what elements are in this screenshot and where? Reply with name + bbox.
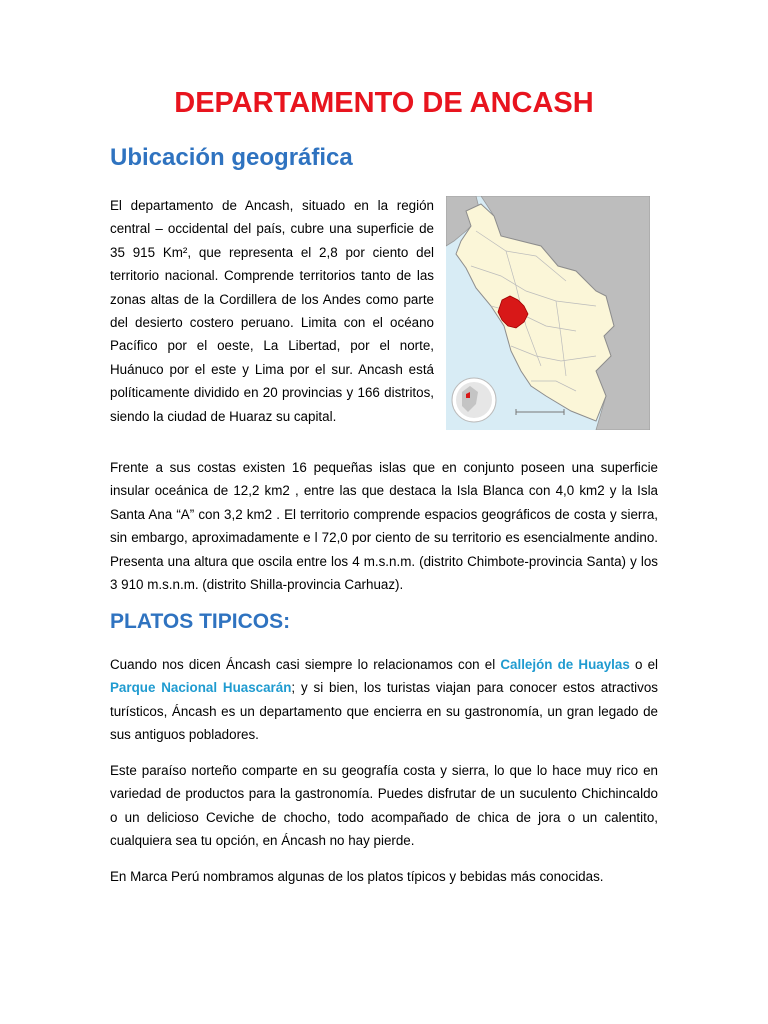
paragraph-gastronomia: Este paraíso norteño comparte en su geografía costa y sierra, lo que lo hace muy rico en variedad de productos para la gastronomía. Puedes disfrutar de un suculento Chichincaldo o un delicioso Ceviche de chocho, todo acompañado de chica de jora o un calentito, cualquiera sea tu opción, en Áncash no hay pierde. <box>110 763 658 849</box>
paragraph-ancash-intro <box>110 653 658 747</box>
text-fragment: Cuando nos dicen Áncash casi siempre lo relacionamos con el <box>110 657 501 672</box>
page-title: DEPARTAMENTO DE ANCASH <box>174 87 594 119</box>
paragraph-islas: Frente a sus costas existen 16 pequeñas islas que en conjunto poseen una superficie insular oceánica de 12,2 km2 , entre las que destaca la Isla Blanca con 4,0 km2 y la Isla Santa Ana “A” con 3,2 km2 . El territorio comprende espacios geográficos de costa y sierra, sin embargo, aproximadamente e l 72,0 por ciento de su territorio es esencialmente andino. Presenta una altura que oscila entre los 4 m.s.n.m. (distrito Chimbote-provincia Santa) y los 3 910 m.s.n.m. (distrito Shilla-provincia Carhuaz). <box>110 460 658 593</box>
paragraph-marca-peru: En Marca Perú nombramos algunas de los platos típicos y bebidas más conocidas. <box>110 869 604 884</box>
link-callejon-de-huaylas[interactable]: Callejón de Huaylas <box>500 657 630 672</box>
peru-map-image <box>446 196 650 430</box>
peru-map-icon <box>446 196 650 430</box>
paragraph-ubicacion: El departamento de Ancash, situado en la región central – occidental del país, cubre una superficie de 35 915 Km², que representa el 2,8 por ciento del territorio nacional. Comprende territorios tanto de las zonas altas de la Cordillera de los Andes como parte del desierto costero peruano. Limita con el océano Pacífico por el oeste, La Libertad, por el norte, Huánuco por el este y Lima por el sur. Ancash está políticamente dividido en 20 provincias y 166 distritos, siendo la ciudad de Huaraz su capital. <box>110 198 434 424</box>
text-fragment: ; y si bien, los turistas viajan para conocer estos atractivos turísticos, Áncash es un departamento que encierra en su gastronomía, un gran legado de sus antiguos pobladores. <box>110 680 658 743</box>
section-heading-platos: PLATOS TIPICOS: <box>110 610 291 633</box>
text-fragment: o el <box>629 657 659 672</box>
link-parque-nacional-huascaran[interactable]: Parque Nacional Huascarán <box>110 680 292 696</box>
section-heading-ubicacion: Ubicación geográfica <box>110 144 353 171</box>
